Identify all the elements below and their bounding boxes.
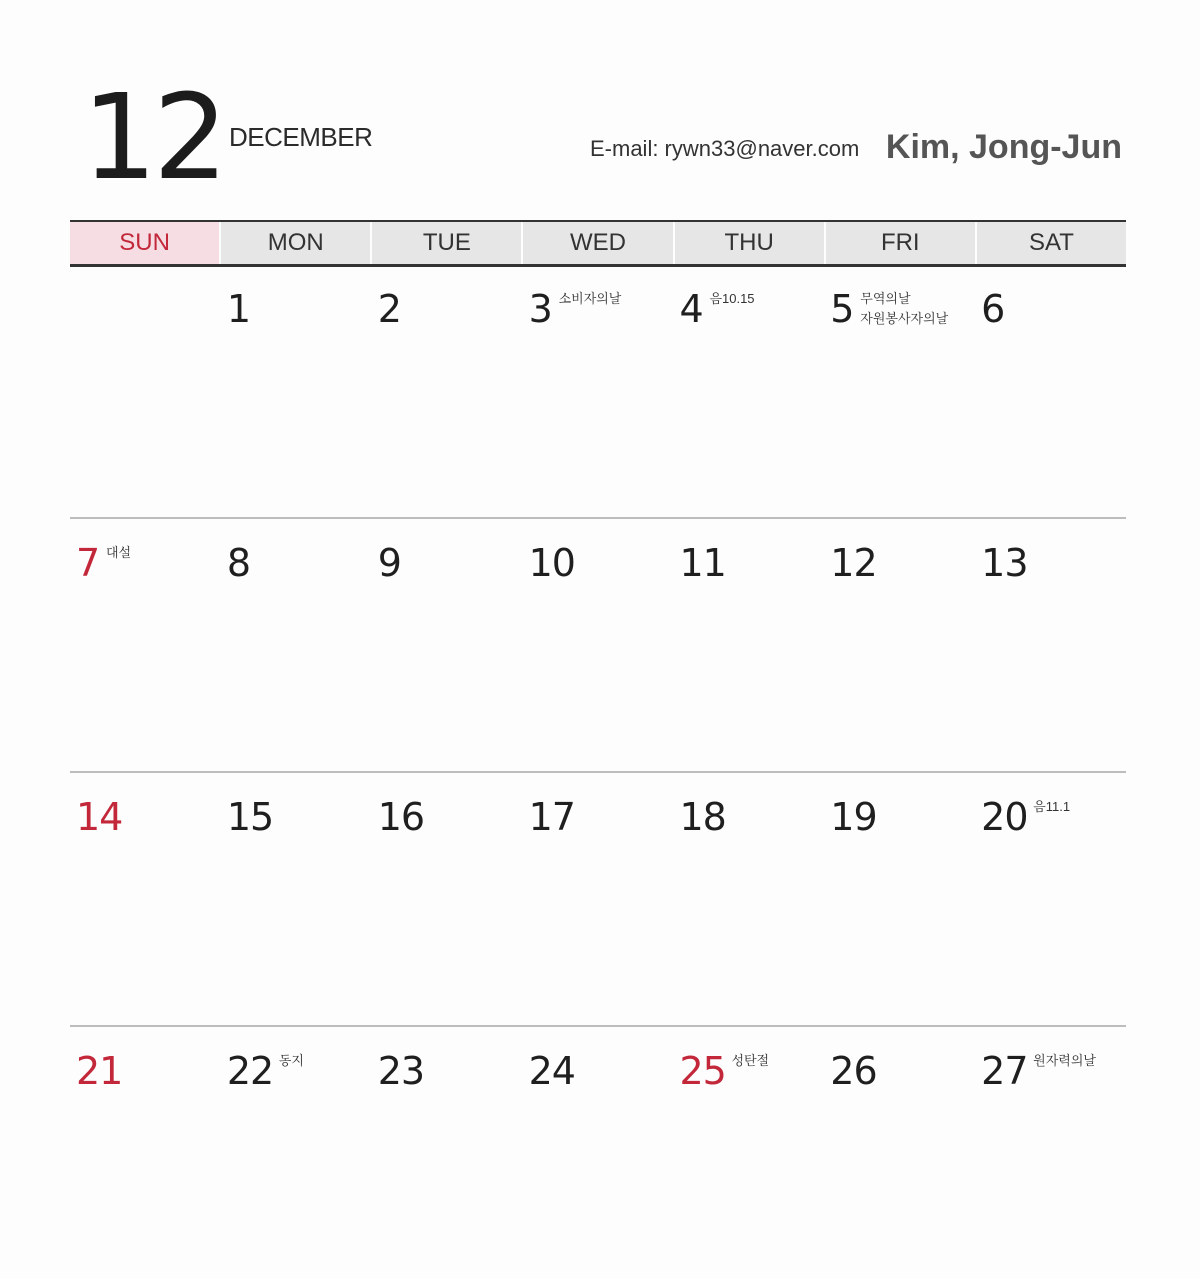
day-number: 19 [830, 795, 877, 839]
day-number: 25 [679, 1049, 726, 1093]
day-note-line: 원자력의날 [1033, 1053, 1096, 1068]
day-note [1033, 1051, 1096, 1071]
day-number: 11 [679, 541, 726, 585]
day-cell-wed[interactable] [523, 519, 674, 771]
day-number: 13 [981, 541, 1028, 585]
day-number: 21 [76, 1049, 123, 1093]
calendar-grid [70, 265, 1126, 1279]
weekday-header [70, 220, 1126, 267]
day-cell-tue[interactable] [372, 773, 523, 1025]
day-cell-sun[interactable] [70, 773, 221, 1025]
day-number: 16 [377, 795, 425, 839]
day-cell-wed[interactable] [523, 773, 674, 1025]
day-cell-fri[interactable] [824, 773, 975, 1025]
day-cell-sun[interactable] [70, 265, 221, 517]
day-note [279, 1051, 304, 1071]
day-cell-tue[interactable] [372, 265, 523, 517]
day-note [106, 543, 131, 563]
day-number: 2 [377, 287, 401, 331]
day-cell-sun[interactable] [70, 519, 221, 771]
weekday-sat: SAT [975, 222, 1126, 264]
day-number: 20 [981, 795, 1028, 839]
day-cell-sat[interactable] [975, 265, 1126, 517]
day-note [1033, 797, 1070, 817]
week-row [70, 1025, 1126, 1279]
day-cell-sun[interactable] [70, 1027, 221, 1279]
day-number: 18 [679, 795, 726, 839]
day-number: 7 [76, 541, 100, 585]
week-row [70, 517, 1126, 771]
day-cell-thu[interactable] [673, 519, 824, 771]
weekday-sun: SUN [70, 222, 219, 264]
day-note [559, 289, 622, 309]
day-number: 3 [528, 287, 552, 331]
day-number: 1 [226, 287, 251, 331]
day-number: 15 [226, 795, 274, 839]
day-number: 5 [830, 287, 854, 331]
day-note-line: 자원봉사자의날 [860, 311, 949, 326]
day-note-line: 성탄절 [731, 1053, 770, 1068]
day-cell-sat[interactable] [975, 773, 1126, 1025]
weekday-thu: THU [673, 222, 824, 264]
day-cell-fri[interactable] [824, 265, 975, 517]
day-cell-wed[interactable] [523, 265, 674, 517]
day-cell-mon[interactable] [221, 773, 372, 1025]
day-note-line: 무역의날 [860, 291, 911, 306]
day-note-line: 소비자의날 [558, 291, 622, 306]
day-cell-fri[interactable] [824, 519, 975, 771]
day-cell-fri[interactable] [824, 1027, 975, 1279]
day-note [860, 289, 948, 329]
month-number: 12 [82, 68, 225, 206]
day-number: 4 [679, 287, 703, 331]
day-number: 12 [830, 541, 877, 585]
weekday-tue: TUE [370, 222, 521, 264]
weekday-fri: FRI [824, 222, 975, 264]
day-note-line: 음11.1 [1033, 799, 1071, 814]
day-cell-tue[interactable] [372, 519, 523, 771]
day-note [731, 1051, 769, 1071]
day-note-line: 음10.15 [709, 291, 755, 306]
day-cell-wed[interactable] [523, 1027, 674, 1279]
day-cell-thu[interactable] [673, 773, 824, 1025]
day-note-line: 동지 [278, 1053, 304, 1068]
owner-name: Kim, Jong-Jun [885, 128, 1122, 166]
day-number: 24 [528, 1049, 575, 1093]
weekday-mon: MON [219, 222, 370, 264]
day-cell-thu[interactable] [673, 1027, 824, 1279]
day-cell-thu[interactable] [673, 265, 824, 517]
day-number: 27 [981, 1049, 1028, 1093]
day-note-line: 대설 [106, 545, 132, 560]
day-cell-sat[interactable] [975, 519, 1126, 771]
day-number: 17 [528, 795, 575, 839]
day-cell-mon[interactable] [221, 265, 372, 517]
week-row [70, 265, 1126, 517]
week-row [70, 771, 1126, 1025]
day-number: 22 [226, 1049, 274, 1093]
day-cell-tue[interactable] [372, 1027, 523, 1279]
day-cell-mon[interactable] [221, 519, 372, 771]
day-number: 14 [76, 795, 123, 839]
day-number: 26 [830, 1049, 877, 1093]
day-number: 8 [226, 541, 251, 585]
day-note [709, 289, 754, 309]
email-address: E-mail: rywn33@naver.com [590, 136, 860, 161]
day-cell-sat[interactable] [975, 1027, 1126, 1279]
weekday-wed: WED [521, 222, 672, 264]
day-number: 10 [528, 541, 575, 585]
day-number: 6 [981, 287, 1005, 331]
day-number: 9 [377, 541, 401, 585]
day-number: 23 [377, 1049, 425, 1093]
day-cell-mon[interactable] [221, 1027, 372, 1279]
month-name: DECEMBER [229, 122, 373, 152]
